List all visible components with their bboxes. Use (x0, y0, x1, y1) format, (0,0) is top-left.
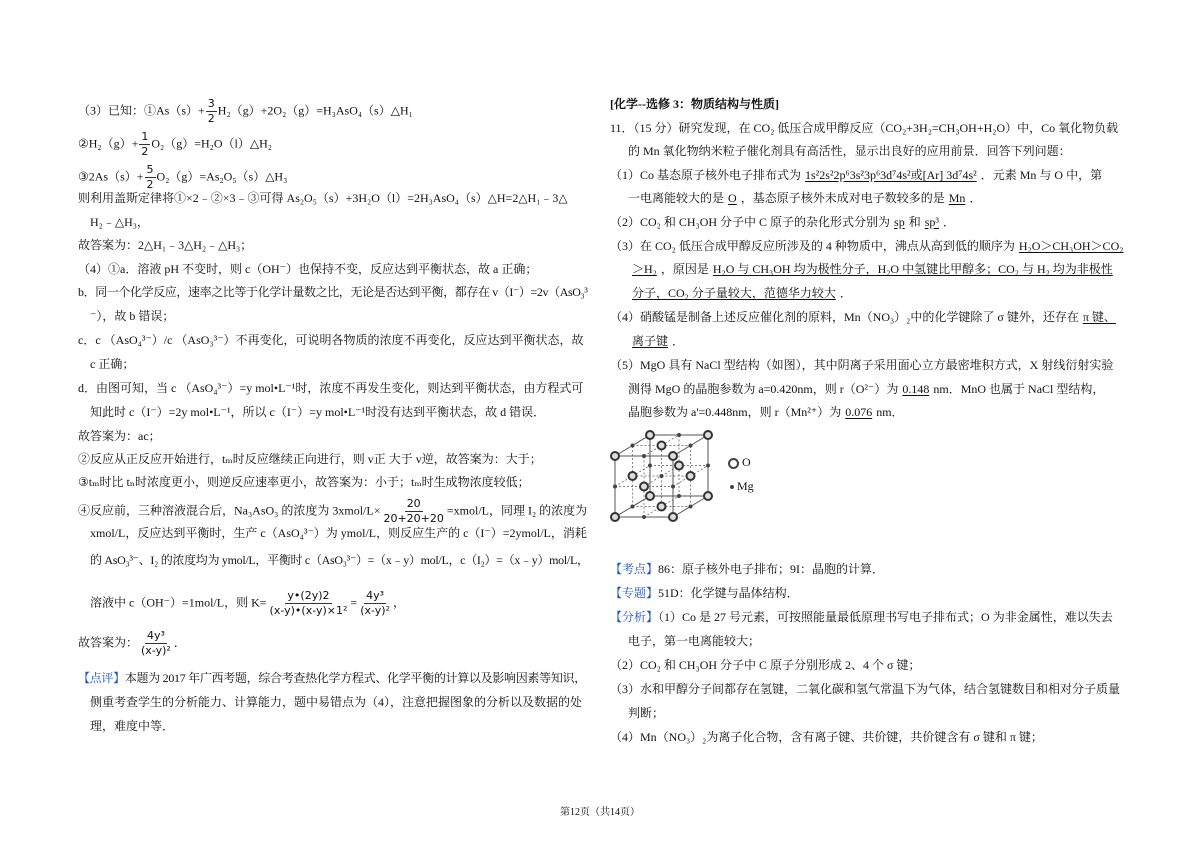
text-line (610, 357, 1113, 373)
text-segment: 51D：化学键与晶体结构． (658, 586, 799, 600)
text-line (90, 552, 589, 568)
text-segment: 则利用盖斯定律将①×2﹣②×3﹣③可得 As₂O₅（s）+3H₂O（l）=2H₃AsO₄（s）△H=2△H₁﹣3△ (78, 191, 568, 205)
text-segment: ②反应从正反应开始进行，tₘ时反应继续正向进行，则 v正 大于 v逆，故答案为：大于； (78, 452, 542, 466)
text-segment: ，原因是 (660, 262, 709, 276)
answer-blank: 分子，CO₂ 分子量较大，范德华力较大 (632, 286, 836, 300)
text-segment: ⁻），故 b 错误； (90, 309, 175, 323)
fraction (206, 97, 217, 126)
text-segment: d．由图可知，当 c （AsO₄³⁻）=y mol•L⁻¹时，浓度不再发生变化，则达到平衡状态，由方程式可 (78, 381, 584, 395)
text-segment: = (350, 595, 358, 610)
text-segment: （1）Co 基态原子核外电子排布式为 (610, 168, 802, 182)
text-line (610, 96, 779, 112)
text-segment: 故答案为：ac； (78, 429, 161, 443)
legend-magnesium (730, 479, 754, 494)
text-segment: b．同一个化学反应，速率之比等于化学计量数之比，无论是否达到平衡，都存在 v（I⁻）=2v（AsO₃³ (78, 285, 588, 299)
oxygen-atom (669, 513, 677, 521)
text-segment: （4）硝酸锰是制备上述反应催化剂的原料，Mn（NO₃）₂中的化学键除了 σ 键外，还存在 (610, 310, 1079, 324)
text-line (90, 589, 405, 618)
answer-blank: sp³ (924, 215, 940, 229)
text-segment: 溶液中 c（OH⁻）=1mol/L，则 K= (90, 595, 267, 610)
fraction-denominator: (x-y)² (360, 604, 390, 617)
oxygen-atom (658, 442, 666, 450)
section-title: [化学--选修 3：物质结构与性质] (610, 97, 779, 111)
text-line (610, 657, 921, 673)
text-segment: 86：原子核外电子排布；9I：晶胞的计算． (658, 562, 885, 576)
crystal-lattice-drawing (600, 425, 730, 545)
answer-blank: ＞H₂ (632, 262, 657, 276)
text-line (78, 332, 584, 348)
magnesium-atom (677, 494, 681, 498)
section-label: 【专题】 (610, 586, 659, 600)
text-segment: 本题为 2017 年广西考题，综合考查热化学方程式、化学平衡的计算以及影响因素等知识， (124, 671, 586, 685)
text-segment: 故答案为：2△H₁﹣3△H₂﹣△H₃； (78, 238, 253, 252)
legend-magnesium-label: Mg (737, 479, 754, 493)
text-segment: 11．（15 分）研究发现，在 CO₂ 低压合成甲醇反应（CO₂+3H₂=CH₃OH+H₂O）中，Co 氧化物负载 (610, 121, 1119, 135)
answer-blank: Mn (948, 191, 966, 205)
text-segment: ④反应前，三种溶液混合后，Na₃AsO₃ 的浓度为 3xmol/L× (78, 503, 381, 518)
text-line (610, 238, 1127, 254)
oxygen-atom (646, 492, 654, 500)
section-label: 【考点】 (610, 562, 659, 576)
mgo-crystal-cell-figure (600, 425, 730, 549)
text-segment: 晶胞参数为 a'=0.448nm，则 r（Mn²⁺）为 (628, 405, 842, 419)
fraction-denominator: 2 (207, 112, 215, 125)
text-line (90, 214, 149, 230)
text-segment: （5）MgO 具有 NaCl 型结构（如图），其中阴离子采用面心立方最密堆积方式，X 射线衍射实验 (610, 358, 1114, 372)
fraction-denominator: 2 (146, 178, 154, 191)
oxygen-atom (687, 472, 695, 480)
answer-blank: π 键、 (1082, 310, 1116, 324)
magnesium-atom (660, 474, 664, 478)
text-line (90, 694, 582, 710)
text-segment: c．c （AsO₄³⁻）/c （AsO₃³⁻）不再变化，可说明各物质的浓度不再变化，反应达到平衡状态，故 (78, 333, 584, 347)
text-segment: H₂﹣△H₃， (90, 215, 149, 229)
text-line (628, 404, 904, 420)
magnesium-dot-icon (730, 485, 734, 489)
answer-blank: O (728, 191, 737, 205)
text-segment: （1）Co 是 27 号元素，可按照能量最低原理书写电子排布式；O 为非金属性，难以失去 (658, 610, 1113, 624)
text-segment: nm．MnO 也属于 NaCl 型结构， (933, 382, 1105, 396)
legend-oxygen-label: O (742, 455, 751, 469)
magnesium-atom (642, 515, 646, 519)
text-segment: 知此时 c（I⁻）=2y mol•L⁻¹，所以 c（I⁻）=y mol•L⁻¹时没有达到平衡状态，故 d 错误． (90, 405, 546, 419)
text-segment: （3）水和甲醇分子间都存在氢键，二氧化碳和氢气常温下为气体，结合氢键数目和相对分子质量 (610, 682, 1121, 696)
oxygen-atom (611, 452, 619, 460)
text-segment: ． (173, 635, 186, 650)
text-line (78, 284, 588, 300)
fraction (358, 589, 392, 618)
text-segment: ． (839, 286, 852, 300)
page-footer: 第12页（共14页） (560, 807, 640, 818)
text-segment: 和 (908, 215, 921, 229)
text-line (628, 633, 760, 649)
text-line (78, 451, 542, 467)
text-segment: ． (969, 191, 982, 205)
oxygen-atom (704, 492, 712, 500)
oxygen-atom (658, 503, 666, 511)
text-segment: （4）Mn（NO₃）₂为离子化合物，含有离子键、共价键，共价键含有 σ 键和 π 键； (610, 730, 1043, 744)
text-segment: =xmol/L，同理 I₂ 的浓度为 (446, 503, 588, 518)
fraction-denominator: 20+20+20 (383, 512, 444, 525)
text-line (90, 718, 174, 734)
text-segment: 电子，第一电离能较大； (628, 634, 761, 648)
text-line (78, 190, 568, 206)
section-label: 【分析】 (610, 610, 659, 624)
text-line (610, 214, 955, 230)
answer-blank: 离子键 (632, 334, 669, 348)
oxygen-atom (704, 431, 712, 439)
fraction-denominator: (x-y)² (141, 644, 171, 657)
text-line (610, 609, 1113, 625)
fraction-numerator: 1 (141, 130, 149, 143)
magnesium-atom (648, 464, 652, 468)
fraction-numerator: 4y³ (366, 589, 385, 602)
magnesium-atom (689, 444, 693, 448)
text-segment: 理，难度中等． (90, 719, 175, 733)
text-segment: （2）CO₂ 和 CH₃OH 分子中 C 原子的杂化形式分别为 (610, 215, 891, 229)
magnesium-atom (613, 485, 617, 489)
text-segment: 故答案为： (78, 635, 139, 650)
text-line (90, 525, 587, 541)
text-segment: ②H₂（g）+ (78, 136, 139, 151)
fraction (139, 130, 150, 159)
magnesium-atom (677, 433, 681, 437)
answer-blank: sp (894, 215, 905, 229)
magnesium-atom (631, 505, 635, 509)
oxygen-atom (611, 513, 619, 521)
text-segment: ③tₘ时比 tₙ时浓度更小，则逆反应速率更小，故答案为：小于；tₘ时生成物浓度较低； (78, 475, 530, 489)
text-line (90, 308, 174, 324)
text-line (78, 237, 252, 253)
oxygen-atom (669, 452, 677, 460)
magnesium-atom (631, 444, 635, 448)
text-segment: 一电离能较大的是 (628, 191, 725, 205)
text-line (610, 167, 1102, 183)
oxygen-atom (675, 462, 683, 470)
text-segment: （2）CO₂ 和 CH₃OH 分子中 C 原子分别形成 2、4 个 σ 键； (610, 658, 921, 672)
answer-blank: 0.148 (902, 382, 930, 396)
magnesium-atom (671, 485, 675, 489)
text-line (78, 261, 537, 277)
answer-blank: H₂O＞CH₃OH＞CO₂ (1018, 239, 1124, 253)
text-segment: ． (672, 334, 685, 348)
text-line (90, 356, 134, 372)
fraction-denominator: 2 (141, 145, 149, 158)
fraction-numerator: y•(2y)2 (287, 589, 330, 602)
legend-oxygen (728, 455, 751, 470)
text-line (610, 120, 1118, 136)
text-segment: ． (943, 215, 956, 229)
text-segment: （3）已知：①As（s）+ (78, 103, 205, 118)
magnesium-atom (689, 505, 693, 509)
text-segment: 侧重考查学生的分析能力、计算能力，题中易错点为（4），注意把握图象的分析以及数据的处 (90, 695, 583, 709)
text-line (78, 163, 287, 192)
text-line (610, 561, 884, 577)
text-line (78, 428, 161, 444)
text-segment: O₂（g）=As₂O₅（s）△H₃ (156, 169, 288, 184)
text-line (628, 285, 852, 301)
text-line (78, 670, 586, 686)
text-segment: ．元素 Mn 与 O 中，第 (980, 168, 1103, 182)
magnesium-atom (706, 464, 710, 468)
text-segment: ， (392, 595, 405, 610)
text-line (78, 474, 530, 490)
text-line (78, 497, 587, 526)
fraction-numerator: 4y³ (146, 629, 165, 642)
text-line (78, 130, 272, 159)
text-line (628, 143, 1071, 159)
text-line (628, 261, 1117, 277)
text-segment: c 正确； (90, 357, 135, 371)
text-line (90, 404, 545, 420)
text-line (628, 381, 1104, 397)
text-segment: nm． (876, 405, 904, 419)
oxygen-atom (629, 472, 637, 480)
fraction (139, 629, 173, 658)
fraction-numerator: 20 (406, 497, 421, 510)
answer-blank: 1s²2s²2p⁶3s²3p⁶3d⁷4s²或[Ar] 3d⁷4s² (805, 168, 977, 182)
text-segment: O₂（g）=H₂O（l）△H₂ (151, 136, 272, 151)
magnesium-atom (642, 454, 646, 458)
fraction (268, 589, 350, 618)
text-line (610, 585, 799, 601)
text-line (78, 380, 583, 396)
answer-blank: H₂O 与 CH₃OH 均为极性分子，H₂O 中氢键比甲醇多；CO₂ 与 H₂ 均为非极性 (712, 262, 1113, 276)
section-label: 【点评】 (78, 671, 125, 685)
text-segment: （4）①a．溶液 pH 不变时，则 c（OH⁻）也保持不变，反应达到平衡状态，故 a 正确； (78, 262, 538, 276)
text-line (78, 629, 186, 658)
text-line (610, 729, 1043, 745)
fraction (381, 497, 445, 526)
text-segment: 的 AsO₃³⁻、I₂ 的浓度均为 ymol/L，平衡时 c（AsO₃³⁻）=（x﹣y）mol/L，c（I₂）=（x﹣y）mol/L， (90, 553, 589, 567)
fraction (145, 163, 156, 192)
text-line (610, 309, 1120, 325)
answer-blank: 0.076 (845, 405, 873, 419)
text-line (610, 681, 1120, 697)
fraction-denominator: (x-y)•(x-y)×1² (269, 604, 348, 617)
oxygen-atom (646, 431, 654, 439)
text-line (628, 333, 684, 349)
text-segment: xmol/L，反应达到平衡时，生产 c（AsO₄³⁻）为 ymol/L，则反应生产的 c（I⁻）=2ymol/L，消耗 (90, 526, 587, 540)
text-segment: （3）在 CO₂ 低压合成甲醇反应所涉及的 4 种物质中，沸点从高到低的顺序为 (610, 239, 1015, 253)
text-segment: H₂（g）+2O₂（g）=H₃AsO₄（s）△H₁ (217, 103, 413, 118)
oxygen-atom (640, 483, 648, 491)
text-line (628, 190, 981, 206)
text-line (628, 705, 664, 721)
oxygen-circle-icon (728, 458, 739, 469)
text-segment: 判断； (628, 706, 665, 720)
text-line (78, 97, 413, 126)
text-segment: ③2As（s）+ (78, 169, 144, 184)
text-segment: 的 Mn 氧化物纳米粒子催化剂具有高活性，显示出良好的应用前景．回答下列问题： (628, 144, 1071, 158)
text-segment: 测得 MgO 的晶胞参数为 a=0.420nm，则 r（O²⁻）为 (628, 382, 899, 396)
text-segment: ，基态原子核外未成对电子数较多的是 (740, 191, 945, 205)
fraction-numerator: 5 (146, 163, 154, 176)
fraction-numerator: 3 (207, 97, 215, 110)
